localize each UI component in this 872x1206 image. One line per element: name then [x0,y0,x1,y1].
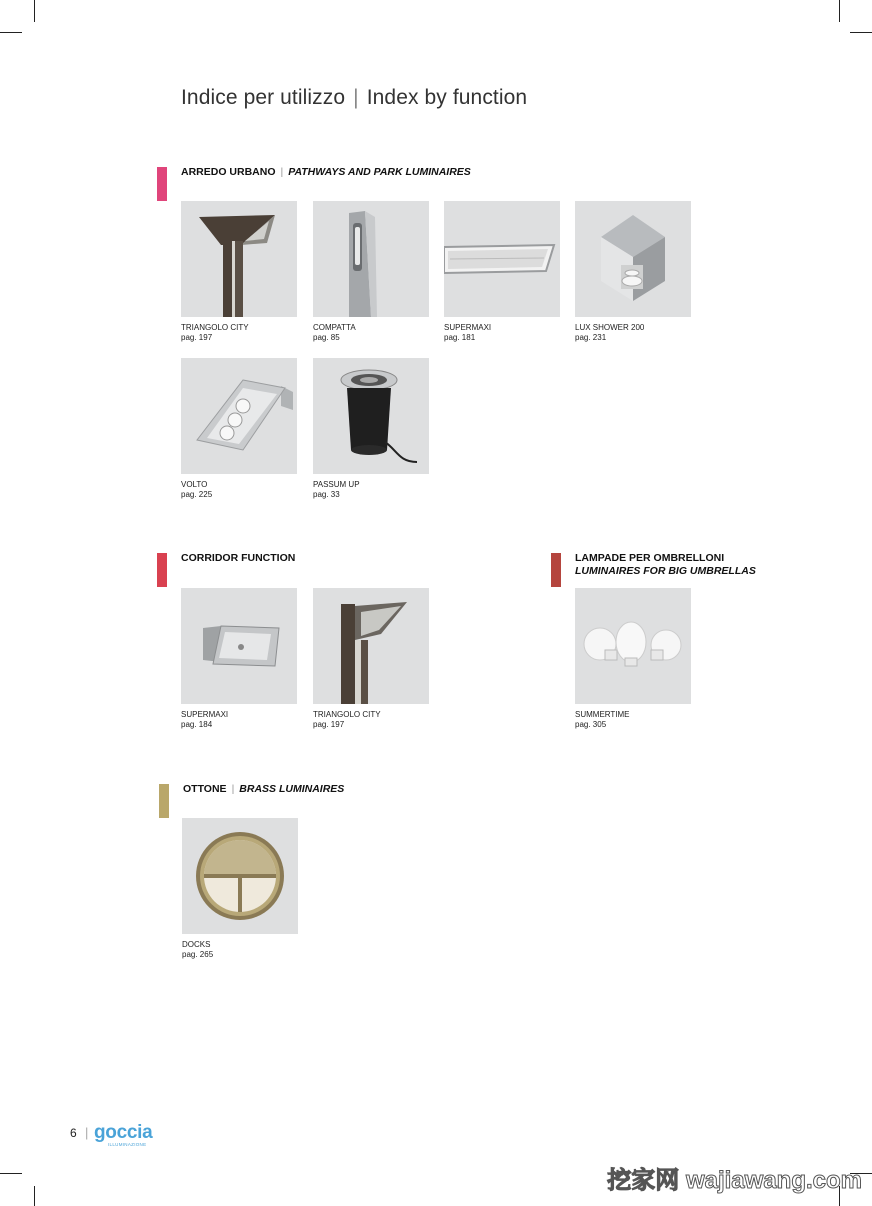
crop-mark [850,32,872,33]
docks-icon [182,818,298,934]
title-separator: | [353,86,359,109]
crop-mark [0,32,22,33]
crop-mark [34,1186,35,1206]
product-name: SUPERMAXI [181,710,229,719]
section-sep: | [231,783,235,795]
section-title: CORRIDOR FUNCTION [181,552,296,564]
product-card[interactable] [575,201,691,343]
product-page: pag. 181 [444,333,476,342]
compatta-icon [313,201,429,317]
crop-mark [34,0,35,22]
product-name: DOCKS [182,940,211,949]
product-name: VOLTO [181,480,208,489]
product-page: pag. 305 [575,720,607,729]
section-color-bar [157,167,167,201]
product-name: LUX SHOWER 200 [575,323,645,332]
product-card[interactable] [313,201,429,343]
product-page: pag. 225 [181,490,213,499]
volto-icon [181,358,297,474]
section-color-bar [157,553,167,587]
product-page: pag. 197 [313,720,345,729]
section-sep: | [280,166,284,178]
product-card[interactable] [575,588,691,730]
section-color-bar [551,553,561,587]
section-subtitle: BRASS LUMINAIRES [239,783,345,795]
product-card[interactable] [313,358,429,500]
product-card[interactable] [181,358,297,500]
section-header-umbrellas [575,552,756,578]
summertime-icon [575,588,691,704]
product-page: pag. 197 [181,333,213,342]
product-name: TRIANGOLO CITY [313,710,381,719]
lux-shower-icon [575,201,691,317]
section-subtitle: LUMINAIRES FOR BIG UMBRELLAS [575,565,756,577]
triangolo-city-icon [181,201,297,317]
product-page: pag. 184 [181,720,213,729]
triangolo-city-icon [313,588,429,704]
product-card[interactable] [182,818,298,960]
product-page: pag. 85 [313,333,340,342]
supermaxi-icon [444,201,560,317]
product-card[interactable] [444,201,560,343]
product-name: SUPERMAXI [444,323,492,332]
product-page: pag. 265 [182,950,214,959]
goccia-logo-subtitle: ILLUMINAZIONE [108,1142,147,1147]
crop-mark [0,1173,22,1174]
product-name: SUMMERTIME [575,710,630,719]
product-name: TRIANGOLO CITY [181,323,249,332]
product-card[interactable] [181,588,297,730]
section-title: OTTONE [183,783,227,795]
page-title-en: Index by function [366,86,528,109]
product-name: PASSUM UP [313,480,360,489]
section-color-bar [159,784,169,818]
supermaxi-wall-icon [181,588,297,704]
crop-mark [839,0,840,22]
product-card[interactable] [181,201,297,343]
passum-up-icon [313,358,429,474]
section-header-arredo [181,166,471,179]
product-name: COMPATTA [313,323,356,332]
footer-separator: | [85,1125,89,1140]
section-title: LAMPADE PER OMBRELLONI [575,552,725,564]
product-page: pag. 33 [313,490,340,499]
section-header-corridor [181,552,295,565]
watermark: 挖家网 wajiawang.com [607,1167,862,1194]
section-header-ottone [183,783,344,796]
page-number: 6 [70,1126,77,1140]
page-title-it: Indice per utilizzo [181,86,346,109]
page-title [181,86,527,110]
section-title: ARREDO URBANO [181,166,276,178]
product-card[interactable] [313,588,429,730]
goccia-logo: goccia [94,1122,153,1143]
section-subtitle: PATHWAYS AND PARK LUMINAIRES [288,166,471,178]
product-page: pag. 231 [575,333,607,342]
